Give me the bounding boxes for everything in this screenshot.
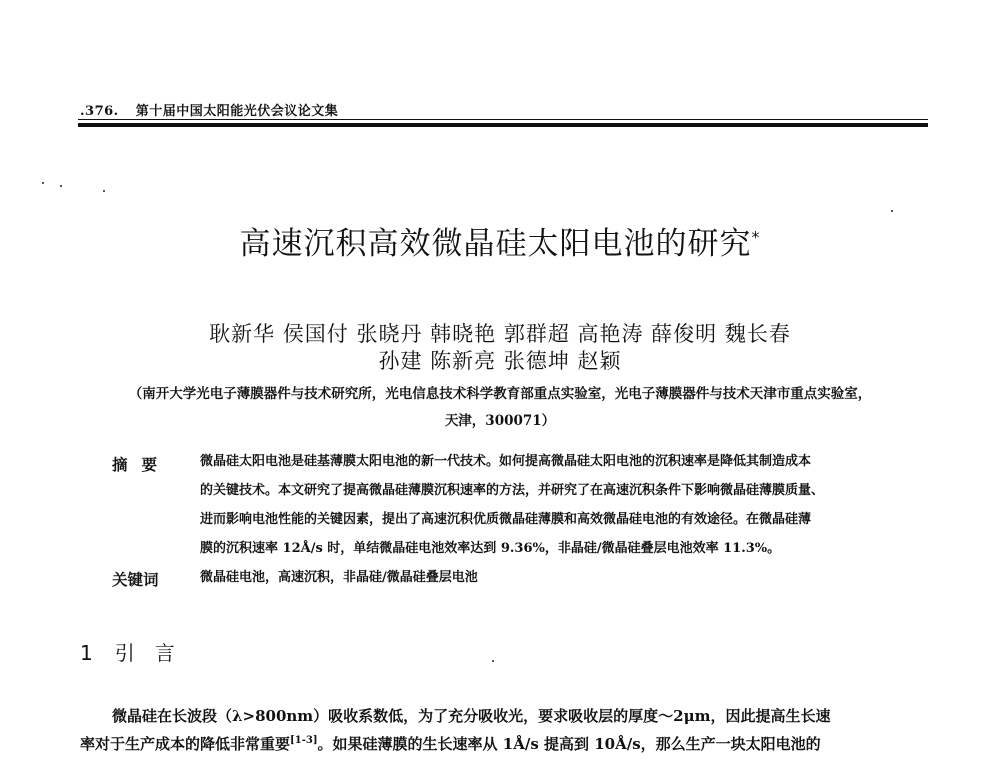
body-paragraph-line-2: [80, 733, 928, 754]
keywords-value: 微晶硅电池，高速沉积，非晶硅/微晶硅叠层电池: [200, 570, 478, 585]
proceedings-title: 第十届中国太阳能光伏会议论文集: [135, 104, 339, 119]
body-paragraph-line-1: 微晶硅在长波段（λ>800nm）吸收系数低，为了充分吸收光，要求吸收层的厚度～2μm，因此提高生长速: [112, 707, 831, 725]
keywords-label: 关键词: [112, 570, 159, 589]
section-number: 1: [80, 641, 93, 665]
abstract-line: 的关键技术。本文研究了提高微晶硅薄膜沉积速率的方法，并研究了在高速沉积条件下影响微晶硅薄膜质量、: [200, 483, 825, 498]
abstract-body: [200, 447, 928, 563]
abstract-line: 膜的沉积速率 12Å/s 时，单结微晶硅电池效率达到 9.36%，非晶硅/微晶硅叠层电池效率 11.3%。: [200, 541, 781, 556]
scan-speck: [891, 210, 893, 212]
scan-speck: [42, 182, 44, 184]
section-heading: [80, 637, 175, 666]
scan-speck: [60, 185, 62, 187]
scan-speck: [103, 190, 105, 192]
body-text: 率对于生产成本的降低非常重要: [80, 735, 291, 753]
paper-title-text: 高速沉积高效微晶硅太阳电池的研究: [239, 226, 752, 262]
header-rule-thin: [78, 119, 928, 120]
page-number: .376.: [80, 104, 119, 119]
body-text: 。如果硅薄膜的生长速率从 1Å/s 提高到 10Å/s，那么生产一块太阳电池的: [317, 735, 821, 753]
affiliation-line-2: 天津，300071）: [444, 413, 556, 429]
author-list-line-2: 孙建 陈新亮 张德坤 赵颖: [378, 349, 622, 373]
abstract-label: 摘要: [112, 455, 172, 474]
running-header: [80, 100, 925, 119]
scan-speck: [492, 660, 494, 662]
header-rule-thick: [78, 123, 928, 127]
abstract-line: 进而影响电池性能的关键因素，提出了高速沉积优质微晶硅薄膜和高效微晶硅电池的有效途径。在微晶硅薄: [200, 512, 812, 527]
paper-title: [0, 218, 1000, 263]
citation: [1-3]: [290, 735, 318, 746]
abstract-line: 微晶硅太阳电池是硅基薄膜太阳电池的新一代技术。如何提高微晶硅太阳电池的沉积速率是降低其制造成本: [200, 454, 812, 469]
section-title: 引 言: [114, 641, 175, 665]
affiliation-line-1: （南开大学光电子薄膜器件与技术研究所，光电信息技术科学教育部重点实验室，光电子薄膜器件与技术天津市重点实验室，: [128, 386, 872, 402]
title-footnote-mark: *: [751, 227, 761, 247]
author-list-line-1: 耿新华 侯国付 张晓丹 韩晓艳 郭群超 高艳涛 薛俊明 魏长春: [209, 322, 791, 346]
